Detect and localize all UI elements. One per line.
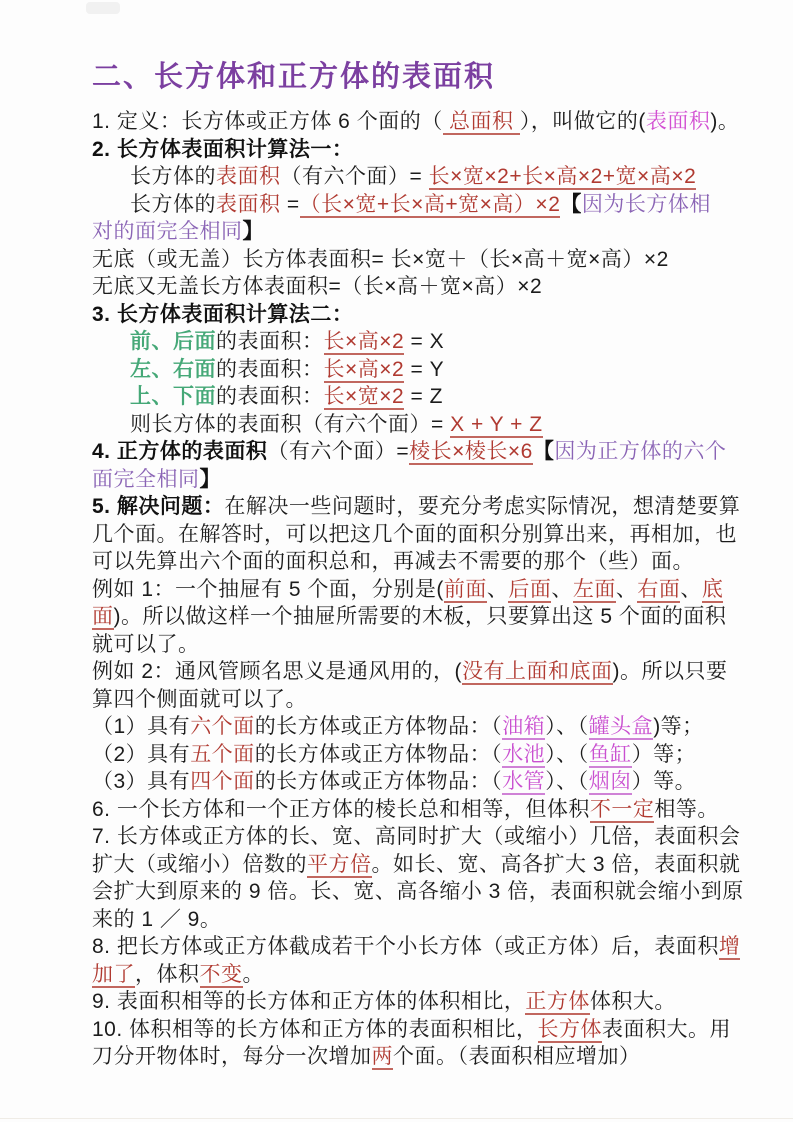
text-line [92, 383, 723, 411]
text-line [92, 163, 723, 191]
text-segment: 水管 [502, 770, 546, 793]
text-segment: 罐头盒 [588, 715, 654, 738]
text-segment: 。如长、宽、高各扩大 3 倍，表面积就 [371, 852, 741, 876]
text-segment: 两 [371, 1045, 393, 1068]
text-line [92, 658, 728, 686]
text-segment: 4. 正方体的表面积 [92, 440, 268, 463]
text-segment: 可以先算出六个面的面积总和，再减去不需要的那个（些）面。 [92, 550, 694, 573]
text-segment: 无底（或无盖）长方体表面积= 长×宽＋（长×高＋宽×高）×2 [92, 247, 669, 271]
text-line [92, 108, 740, 136]
text-segment: 因为长方体相 [581, 192, 711, 216]
text-segment: ），叫做它的( [519, 110, 646, 133]
text-segment: 7. 长方体或正方体的长、宽、高同时扩大（或缩小）几倍，表面积会 [92, 825, 741, 848]
text-segment: ）、（ [545, 742, 589, 766]
text-segment: 无底又无盖长方体表面积=（长×高＋宽×高）×2 [92, 275, 543, 298]
text-segment: 9. 表面积相等的长方体和正方体的体积相比， [92, 990, 526, 1013]
text-segment: 长×宽×2+长×高×2+宽×高×2 [428, 165, 697, 188]
text-segment: 】 [199, 467, 221, 491]
text-segment: 算四个侧面就可以了。 [92, 687, 307, 711]
text-segment: 【 [560, 192, 582, 216]
text-segment: 左面 [572, 577, 616, 601]
text-line [92, 988, 723, 1016]
text-segment: 、 [486, 577, 509, 601]
text-segment: 的表面积： [216, 357, 324, 381]
text-segment: 个面。（表面积相应增加） [393, 1045, 641, 1068]
text-segment: （2）具有 [92, 742, 191, 766]
text-line [92, 713, 723, 741]
text-segment: 的长方体或正方体物品：（ [254, 770, 503, 793]
text-segment: = [280, 192, 300, 216]
text-segment: ）等； [631, 742, 697, 766]
text-segment: 刀分开物体时，每分一次增加 [92, 1045, 372, 1068]
text-segment: 5. 解决问题： [92, 495, 225, 518]
text-segment: 相等。 [654, 797, 719, 821]
text-segment: 则长方体的表面积（有六个面）= [130, 412, 451, 436]
text-segment: 六个面 [190, 715, 255, 738]
text-segment: = X [404, 330, 445, 353]
text-segment: 】 [242, 220, 264, 243]
text-segment: 、 [680, 577, 702, 601]
text-segment: 会扩大到原来的 9 倍。长、宽、高各缩小 3 倍，表面积就会缩小到原 [92, 880, 744, 903]
text-segment: 的表面积： [216, 330, 324, 353]
text-segment: 不一定 [589, 797, 655, 821]
text-segment: X + Y + Z [450, 412, 543, 436]
text-segment: ）、（ [545, 770, 589, 793]
text-segment: 体积大。 [589, 990, 676, 1013]
text-segment: 面完全相同 [92, 467, 200, 491]
page-corner-smudge [86, 2, 120, 14]
text-segment: ）、（ [545, 715, 589, 738]
text-line [92, 191, 723, 219]
text-line [92, 686, 723, 714]
text-segment: （1）具有 [92, 715, 191, 738]
text-segment: 四个面 [190, 770, 255, 793]
text-segment: 就可以了。 [92, 632, 200, 656]
text-line [92, 411, 723, 439]
text-segment: 面 [92, 605, 114, 628]
text-segment: 对的面完全相同 [92, 220, 243, 243]
text-segment: 几个面。在解答时，可以把这几个面的面积分别算出来，再相加，也 [92, 522, 737, 546]
text-segment: 8. 把长方体或正方体截成若干个小长方体（或正方体）后，表面积 [92, 935, 719, 958]
text-segment: = Y [404, 357, 445, 381]
document-body [92, 108, 744, 1071]
text-segment: 鱼缸 [588, 742, 632, 766]
text-segment: = Z [404, 385, 443, 408]
text-line [92, 906, 723, 934]
text-segment: 、 [551, 577, 573, 601]
text-segment: 棱长×棱长×6 [409, 440, 533, 463]
text-segment: 总面积 [442, 110, 520, 133]
text-segment: 10. 体积相等的长方体和正方体的表面积相比， [92, 1017, 538, 1041]
text-segment: )。 [710, 110, 740, 133]
text-segment: 【 [532, 440, 555, 463]
text-line [92, 823, 741, 851]
text-segment: )。所以做这样一个抽屉所需要的木板，只要算出这 5 个面的面积 [113, 605, 727, 628]
text-segment: 长方体的 [130, 165, 216, 188]
text-segment: 表面积大。用 [602, 1017, 732, 1041]
text-segment: （有六个面）= [280, 165, 429, 188]
text-segment: 例如 2：通风管顾名思义是通风用的，( [92, 660, 463, 683]
text-segment: 后面 [508, 577, 552, 601]
text-segment: 1. 定义：长方体或正方体 6 个面的（ [92, 110, 443, 133]
text-line [92, 768, 723, 796]
text-line [92, 576, 723, 604]
text-line [92, 851, 741, 879]
text-line [92, 301, 723, 329]
text-line [92, 466, 723, 494]
text-segment: （3）具有 [92, 770, 191, 793]
text-segment: 。 [242, 962, 264, 986]
text-line [92, 356, 723, 384]
text-line [92, 136, 723, 164]
text-line [92, 493, 741, 521]
text-segment: 的长方体或正方体物品：（ [254, 715, 503, 738]
text-segment: ）等。 [631, 770, 697, 793]
text-line [92, 521, 737, 549]
text-segment: )。所以只要 [612, 660, 728, 683]
text-line [92, 961, 723, 989]
text-segment: 前、后面 [130, 330, 216, 353]
text-segment: 没有上面和底面 [462, 660, 613, 683]
text-segment: 表面积 [216, 192, 281, 216]
text-segment: 加了 [92, 962, 135, 986]
text-segment: 来的 1 ／ 9。 [92, 907, 222, 931]
text-segment: 、 [615, 577, 638, 601]
text-line [92, 438, 727, 466]
text-segment: 3. 长方体表面积计算法二： [92, 302, 354, 326]
text-segment: 长×高×2 [323, 357, 405, 381]
text-line [92, 218, 723, 246]
text-line [92, 741, 723, 769]
text-line [92, 631, 723, 659]
text-line [92, 273, 723, 301]
text-segment: 表面积 [216, 165, 281, 188]
text-segment: 水池 [502, 742, 546, 766]
text-segment: 正方体 [525, 990, 590, 1013]
text-segment: 例如 1：一个抽屉有 5 个面，分别是( [92, 577, 444, 601]
text-segment: 油箱 [502, 715, 546, 738]
text-segment: 表面积 [645, 110, 711, 133]
text-segment: 上、下面 [130, 385, 216, 408]
text-segment: 在解决一些问题时，要充分考虑实际情况，想清楚要算 [224, 495, 741, 518]
text-segment: 增 [718, 935, 741, 958]
text-segment: （长×宽+长×高+宽×高）×2 [299, 192, 561, 216]
text-segment: 长×宽×2 [323, 385, 405, 408]
text-line [92, 246, 723, 274]
text-segment: 长×高×2 [323, 330, 405, 353]
text-segment: 不变 [199, 962, 243, 986]
text-segment: 前面 [443, 577, 487, 601]
text-segment: 因为正方体的六个 [554, 440, 727, 463]
text-line [92, 796, 723, 824]
text-segment: 的表面积： [216, 385, 324, 408]
text-segment: 底 [701, 577, 724, 601]
text-segment: 右面 [637, 577, 681, 601]
page-title: 二、长方体和正方体的表面积 [92, 61, 496, 93]
text-segment: 长方体的 [130, 192, 216, 216]
text-line [92, 933, 741, 961]
text-line [92, 328, 723, 356]
text-line [92, 1016, 732, 1044]
page-bottom-edge [0, 1118, 793, 1119]
text-segment: 平方倍 [307, 852, 372, 876]
text-segment: 左、右面 [130, 357, 216, 381]
text-segment: 2. 长方体表面积计算法一： [92, 137, 354, 161]
text-line [92, 603, 727, 631]
text-segment: 长方体 [537, 1017, 603, 1041]
text-segment: ，体积 [135, 962, 200, 986]
text-line [92, 878, 744, 906]
text-segment: （有六个面）= [267, 440, 410, 463]
text-segment: 扩大（或缩小）倍数的 [92, 852, 307, 876]
text-segment: 五个面 [190, 742, 255, 766]
text-line [92, 1043, 723, 1071]
text-segment: 的长方体或正方体物品：（ [254, 742, 503, 766]
text-segment: 烟囱 [588, 770, 632, 793]
text-segment: 6. 一个长方体和一个正方体的棱长总和相等，但体积 [92, 797, 590, 821]
text-segment: )等； [653, 715, 704, 738]
text-line [92, 548, 723, 576]
